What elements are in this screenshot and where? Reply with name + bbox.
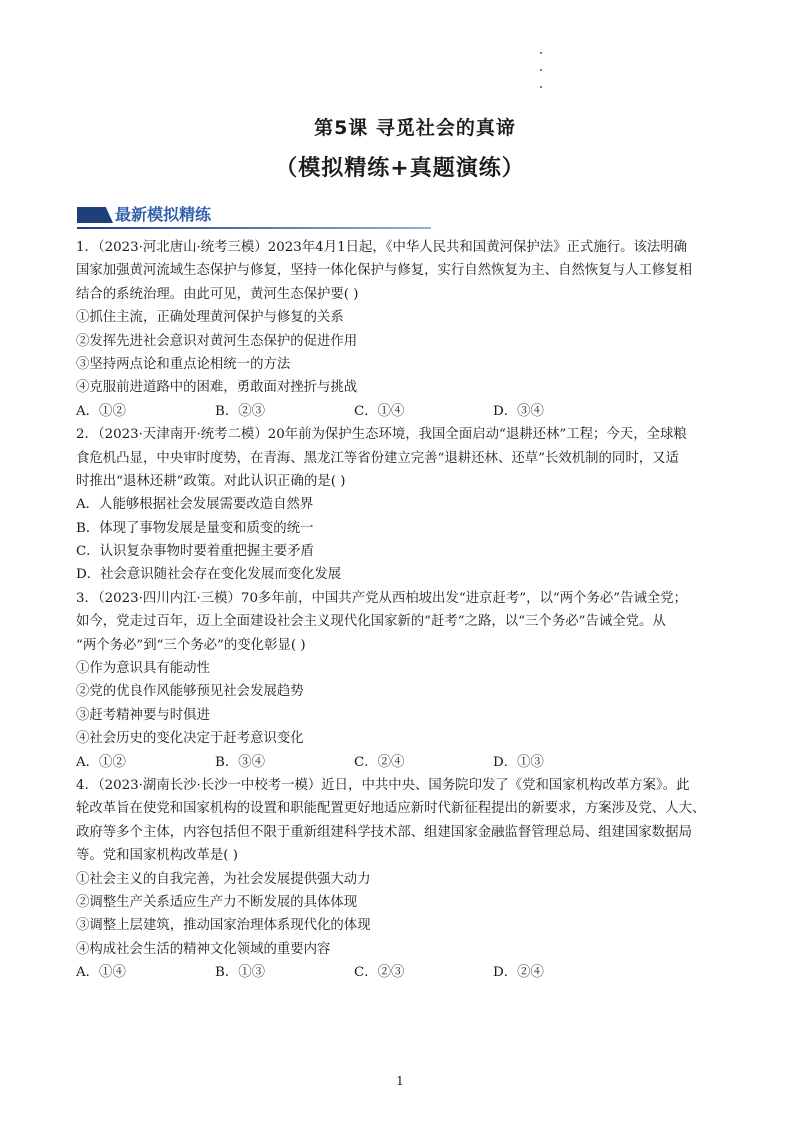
section-divider [77,227,431,229]
answer-options [76,751,728,774]
question-1 [76,236,728,423]
question-line: 等。党和国家机构改革是( ) [76,848,239,864]
question-choice: ①作为意识具有能动性 [76,661,210,677]
question-line: 3．（2023·四川内江·三模）70多年前，中国共产党从西柏坡出发“进京赶考”，以“两个务必”告诫全党； [76,590,688,606]
question-line: 政府等多个主体，内容包括但不限于重新组建科学技术部、组建国家金融监督管理总局、组建国家数据局 [76,824,692,840]
question-choice: ④构成社会生活的精神文化领域的重要内容 [76,941,331,957]
option-b: B．②③ [215,403,266,419]
question-2 [76,423,728,587]
answer-options [76,400,728,423]
option-a: A．①④ [76,965,126,981]
option-d: D．②④ [493,965,544,981]
question-line: 国家加强黄河流域生态保护与修复，坚持一体化保护与修复，实行自然恢复为主、自然恢复与人工修复相 [76,263,692,279]
question-choice: ①社会主义的自我完善，为社会发展提供强大动力 [76,871,371,887]
question-list [76,236,728,985]
option-b: B．①③ [215,965,266,981]
question-3 [76,587,728,774]
section-header [77,203,431,229]
option-b: B．③④ [215,754,266,770]
page-number: 1 [396,1074,404,1088]
option-d: D．社会意识随社会存在变化发展而变化发展 [76,567,342,583]
question-4 [76,774,728,985]
dot-mark [540,69,542,71]
question-choice: ④克服前进道路中的困难，勇敢面对挫折与挑战 [76,380,358,396]
option-c: C．②③ [354,965,405,981]
question-choice: ③赶考精神要与时俱进 [76,707,210,723]
question-choice: ③调整上层建筑，推动国家治理体系现代化的体现 [76,918,371,934]
option-c: C．②④ [354,754,405,770]
question-choice: ②党的优良作风能够预见社会发展趋势 [76,684,304,700]
question-line: 食危机凸显，中央审时度势，在青海、黑龙江等省份建立完善“退耕还林、还草”长效机制的同时，又适 [76,450,679,466]
question-choice: ①抓住主流，正确处理黄河保护与修复的关系 [76,310,344,326]
answer-options [76,961,728,984]
section-bar-icon [77,207,113,223]
question-line: 4．（2023·湖南长沙·长沙一中校考一模）近日，中共中央、国务院印发了《党和国家机构改革方案》。此 [76,777,690,793]
question-line: 结合的系统治理。由此可见，黄河生态保护要( ) [76,286,359,302]
question-choice: ②发挥先进社会意识对黄河生态保护的促进作用 [76,333,358,349]
question-choice: ②调整生产关系适应生产力不断发展的具体体现 [76,894,358,910]
option-a: A．①② [76,754,126,770]
question-choice: ③坚持两点论和重点论相统一的方法 [76,356,291,372]
option-d: D．③④ [493,403,544,419]
page-title: 第5课 寻觅社会的真谛 [314,117,516,139]
option-c: C．认识复杂事物时要着重把握主要矛盾 [76,544,314,560]
page-subtitle: （模拟精练+真题演练） [275,156,525,181]
question-line: 时推出“退林还耕”政策。对此认识正确的是( ) [76,473,346,489]
option-a: A．①② [76,403,126,419]
option-a: A．人能够根据社会发展需要改造自然界 [76,497,314,513]
question-choice: ④社会历史的变化决定于赶考意识变化 [76,731,304,747]
section-label: 最新模拟精练 [115,205,212,224]
dot-mark [540,52,542,54]
page-marks [540,52,550,103]
option-d: D．①③ [493,754,544,770]
option-c: C．①④ [354,403,405,419]
question-line: 如今，党走过百年，迈上全面建设社会主义现代化国家新的“赶考”之路，以“三个务必”告诫全党。从 [76,614,666,630]
question-line: 轮改革旨在使党和国家机构的设置和职能配置更好地适应新时代新征程提出的新要求，方案涉及党、人大、 [76,801,706,817]
question-line: “两个务必”到“三个务必”的变化彰显( ) [76,637,306,653]
title-block [0,113,800,185]
question-line: 2．（2023·天津南开·统考二模）20年前为保护生态环境，我国全面启动“退耕还林”工程；今天，全球粮 [76,427,687,443]
question-line: 1．（2023·河北唐山·统考三模）2023年4月1日起，《中华人民共和国黄河保护法》正式施行。该法明确 [76,240,688,255]
dot-mark [540,86,542,88]
option-b: B．体现了事物发展是量变和质变的统一 [76,520,314,536]
